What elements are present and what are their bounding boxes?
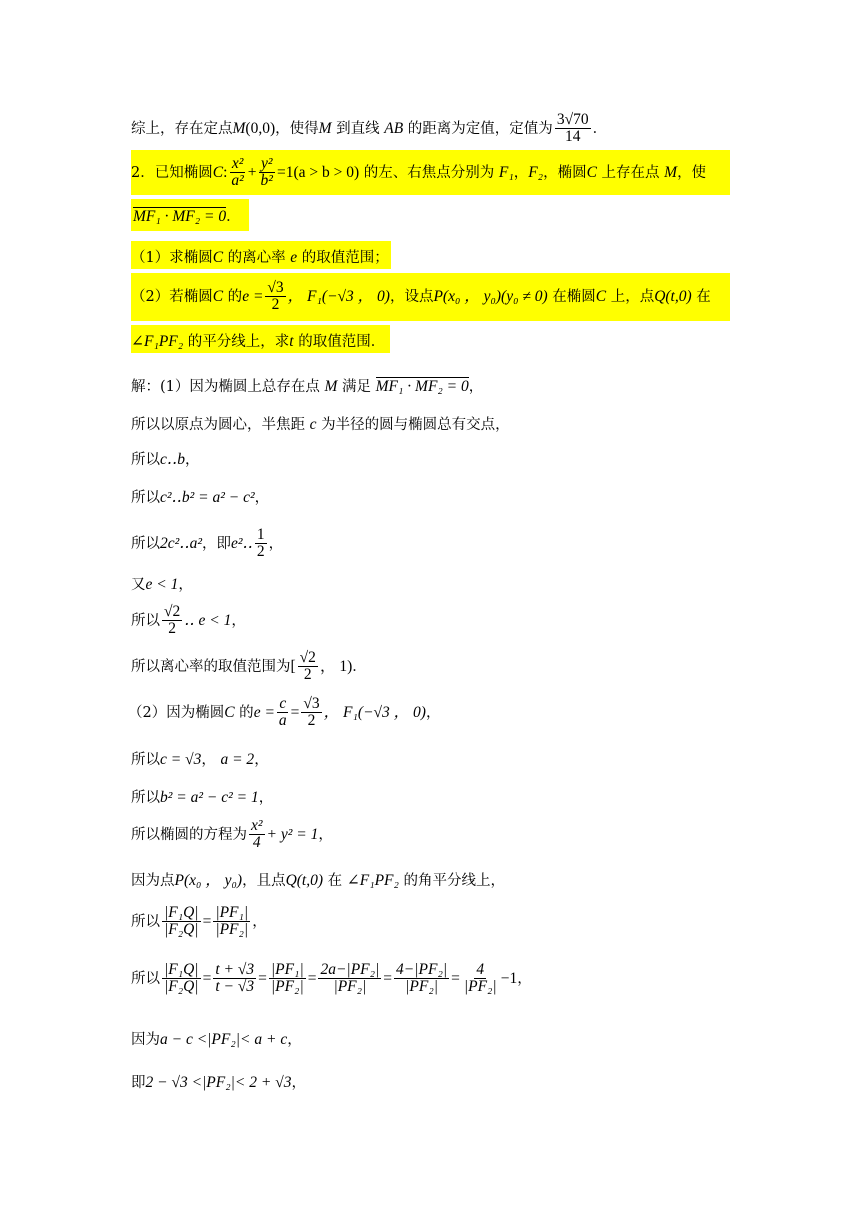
text: 上存在点 [596, 164, 660, 181]
numerator: 4−|PF₂| [396, 961, 448, 978]
math: + y² = 1 [266, 825, 319, 843]
math: e < 1 [145, 576, 179, 593]
math: e [290, 249, 298, 266]
solution-line [131, 1074, 306, 1093]
numerator: y² [260, 155, 273, 172]
text: 又 [131, 577, 146, 593]
text: （1）求椭圆 [131, 250, 213, 266]
math: = [202, 912, 212, 930]
text: 的平分线上，求 [183, 334, 290, 350]
math: −1 [500, 969, 518, 987]
text: 在椭圆 [547, 288, 596, 305]
numerator: |F₁Q| [164, 961, 199, 978]
math: M [318, 119, 332, 137]
denominator: |PF₂| [333, 978, 367, 996]
denominator: 4 [252, 834, 261, 852]
text: 为半径的圆与椭圆总有交点， [316, 417, 510, 433]
text: ， [254, 752, 269, 768]
text: 所以 [131, 452, 160, 468]
text: 所以 [131, 490, 160, 506]
math: C [212, 249, 224, 266]
numerator: x² [251, 817, 263, 834]
math: AB [384, 119, 404, 137]
math: t [289, 333, 294, 350]
text: ， [184, 452, 200, 468]
fraction [259, 156, 275, 190]
question-1 [131, 241, 391, 269]
text: ，使 [677, 164, 707, 181]
text: ，即 [202, 535, 232, 552]
math: ， F₁(−√3 ， 0) [287, 287, 390, 305]
solution-line [131, 650, 367, 684]
text: ，使得 [275, 120, 319, 137]
numerator: |PF₁| [270, 961, 304, 978]
denominator: 2 [271, 296, 280, 314]
denominator: 2 [256, 543, 265, 561]
text: 的取值范围． [293, 334, 386, 350]
text: 即 [131, 1075, 146, 1091]
text: ， [252, 913, 267, 930]
text: 在 [323, 873, 343, 889]
text: 的 [223, 288, 243, 305]
text: 上，点 [606, 288, 655, 305]
numerator: √3 [303, 695, 320, 712]
math: [ [290, 657, 296, 675]
math: c‥b [160, 451, 185, 468]
fraction [394, 962, 449, 996]
solution-line [131, 416, 510, 435]
vector-dot-product: MF₁ · MF₂ = 0 [133, 208, 227, 225]
text: 因为 [131, 1032, 160, 1048]
math: Q(t,0) [285, 872, 324, 889]
numerator: √3 [267, 279, 284, 296]
fraction [277, 696, 289, 730]
denominator: |F₂Q| [164, 978, 199, 996]
fraction [318, 962, 381, 996]
fraction [213, 905, 250, 939]
math: ∠F₁PF₂ [346, 872, 399, 889]
text: 满足 [337, 379, 372, 395]
denominator: |PF₂| [215, 921, 249, 939]
denominator: a² [231, 172, 244, 190]
solution-line [131, 378, 483, 397]
math: c [309, 416, 317, 433]
text: ． [226, 209, 241, 225]
denominator: |F₂Q| [164, 921, 199, 939]
numerator: x² [231, 155, 244, 172]
solution-line [131, 789, 273, 808]
numerator: t + √3 [215, 961, 255, 978]
text: （2）因为椭圆 [128, 704, 225, 721]
text: 到直线 [331, 120, 380, 137]
problem-statement-cont [131, 199, 249, 231]
text: ， [468, 379, 484, 395]
fraction [162, 962, 201, 996]
text: 的距离为定值，定值为 [403, 120, 553, 137]
solution-line [128, 696, 440, 730]
math: M [324, 378, 338, 395]
conclusion-line [131, 112, 607, 146]
math: = [258, 969, 267, 987]
fraction [555, 112, 591, 146]
numerator: √2 [164, 603, 181, 620]
text: 在 [691, 288, 711, 305]
denominator: t − √3 [215, 978, 255, 996]
fraction [213, 962, 256, 996]
math: a = 2 [220, 751, 255, 768]
math: = [202, 969, 212, 987]
numerator: 2a−|PF₂| [320, 961, 380, 978]
text: ， [231, 612, 246, 629]
text: 2．已知椭圆 [131, 164, 213, 181]
denominator: |PF₂| [405, 978, 438, 996]
text: 的离心率 [223, 250, 286, 266]
text: 所以 [131, 913, 160, 930]
math: (0,0) [245, 119, 276, 137]
text: 综上，存在定点 [131, 120, 233, 137]
denominator: |PF₂| [270, 978, 304, 996]
text: ， [258, 790, 274, 806]
solution-line [131, 527, 283, 561]
denominator: b² [260, 172, 273, 190]
text: ， [287, 1032, 302, 1048]
question-2 [131, 273, 730, 321]
text: 的取值范围； [297, 250, 389, 266]
solution-line [131, 818, 333, 852]
math: P(x₀ ， y₀)(y₀ ≠ 0) [433, 287, 548, 305]
math: c = √3 [160, 751, 202, 768]
text: 所以椭圆的方程为 [131, 826, 247, 843]
fraction [265, 280, 285, 314]
text: 所以 [131, 752, 160, 768]
text: ，椭圆 [543, 164, 587, 181]
denominator: 2 [303, 666, 312, 684]
text: 所以以原点为圆心，半焦距 [131, 417, 305, 433]
text: ． [592, 120, 608, 137]
fraction [301, 696, 321, 730]
text: ， [268, 535, 284, 552]
math: 2 − √3 <|PF₂|< 2 + √3 [145, 1074, 292, 1091]
math: M [232, 119, 246, 137]
numerator: 3√70 [556, 111, 589, 128]
math: ， F₁(−√3 ， 0) [323, 703, 426, 721]
text: ，设点 [389, 288, 434, 305]
numerator: 4 [476, 961, 485, 978]
math: C [224, 703, 235, 721]
denominator: 2 [168, 620, 176, 638]
math: = [307, 969, 317, 987]
math: C [586, 163, 597, 181]
solution-line [131, 576, 193, 595]
math: 2c²‥a² [160, 534, 203, 552]
text: ， [291, 1075, 306, 1091]
math: F₁ [498, 163, 514, 181]
text: ， [201, 752, 221, 768]
math: ‥ e < 1 [184, 611, 232, 629]
text: ， [513, 164, 529, 181]
math: =1(a > b > 0) [276, 163, 360, 181]
math: = [290, 703, 300, 721]
text: ， [425, 704, 441, 721]
math: P(x₀ ， y₀) [174, 872, 243, 889]
numerator: 1 [256, 526, 265, 543]
text: ， [517, 970, 532, 987]
solution-line [131, 489, 269, 508]
math: C [595, 287, 607, 305]
math: ， 1) [319, 657, 353, 675]
text: 的角平分线上， [398, 873, 506, 889]
text: 因为点 [131, 873, 175, 889]
math: C [212, 163, 224, 181]
denominator: |PF₂| [463, 978, 497, 996]
solution-line [131, 1031, 302, 1050]
math: = [383, 969, 393, 987]
text: 的 [234, 704, 254, 721]
text: 所以 [131, 535, 160, 552]
fraction [255, 527, 267, 561]
math: e = [253, 703, 275, 721]
text: ． [352, 658, 367, 675]
text: ，且点 [242, 873, 286, 889]
text: 所以离心率的取值范围为 [131, 658, 291, 675]
solution-line [131, 905, 267, 939]
math: Q(t,0) [654, 287, 692, 305]
math: = [451, 969, 460, 987]
math: c²‥b² = a² − c² [160, 489, 255, 506]
fraction [249, 818, 265, 852]
text: ， [254, 490, 270, 506]
solution-line [131, 604, 246, 638]
math: e = [242, 287, 264, 305]
question-2-cont [131, 325, 390, 353]
denominator: 14 [564, 128, 581, 146]
fraction [269, 962, 306, 996]
numerator: c [279, 695, 287, 712]
math: : [223, 163, 228, 181]
math: b² = a² − c² = 1 [160, 789, 259, 806]
text: ， [318, 826, 333, 843]
fraction [298, 650, 318, 684]
fraction [162, 905, 201, 939]
math: MF₁ · MF₂ = 0 [375, 378, 469, 395]
numerator: |F₁Q| [164, 904, 199, 921]
solution-line [131, 872, 505, 891]
math: e²‥ [231, 534, 253, 552]
numerator: √2 [299, 649, 316, 666]
text: 的左、右焦点分别为 [359, 164, 495, 181]
solution-line [131, 751, 269, 770]
text: 所以 [131, 790, 160, 806]
text: ， [178, 577, 193, 593]
text: 所以 [131, 612, 160, 629]
solution-line [131, 451, 199, 470]
fraction [162, 604, 182, 638]
math: C [212, 287, 224, 305]
problem-statement: 2．已知椭圆C: $\frac{\text{x²}}{\text{a²}}$ + $\frac{\text{y²}}{\text{b²}}$ =1(a > b > 0) 的左、右焦点分别为 F₁，F₂，椭圆C 上存在点 M，使 [131, 150, 730, 195]
text: 解：(1）因为椭圆上总存在点 [131, 379, 320, 395]
numerator: |PF₁| [215, 904, 249, 921]
text: （2）若椭圆 [131, 288, 213, 305]
math: a − c <|PF₂|< a + c [160, 1031, 288, 1048]
text: 所以 [131, 970, 160, 987]
solution-line [131, 962, 532, 996]
fraction [462, 962, 499, 996]
denominator: 2 [307, 712, 316, 730]
fraction [229, 156, 245, 190]
denominator: a [278, 712, 287, 730]
math: ∠F₁PF₂ [131, 333, 184, 350]
math: M [664, 163, 678, 181]
math: F₂ [528, 163, 544, 181]
